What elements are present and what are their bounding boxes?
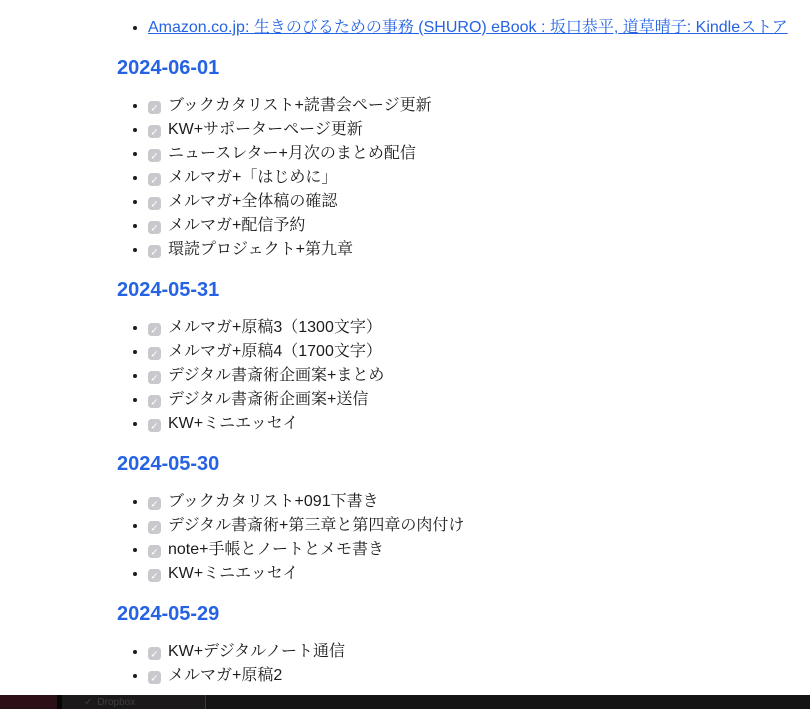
bar-faint-label: ✓ Dropbox <box>84 696 136 708</box>
check-icon: ✓ <box>150 499 159 510</box>
bar-segment-middle[interactable] <box>62 695 205 709</box>
task-item <box>148 538 800 562</box>
task-label: KW+ミニエッセイ <box>168 565 299 582</box>
task-item <box>148 316 800 340</box>
checkbox-checked-icon[interactable] <box>148 347 161 360</box>
checkbox-checked-icon[interactable] <box>148 545 161 558</box>
task-label: ニュースレター+月次のまとめ配信 <box>168 145 416 162</box>
task-label: メルマガ+配信予約 <box>168 217 306 234</box>
check-icon: ✓ <box>150 421 159 432</box>
task-item <box>148 514 800 538</box>
check-icon: ✓ <box>150 373 159 384</box>
checkbox-checked-icon[interactable] <box>148 101 161 114</box>
checkbox-checked-icon[interactable] <box>148 197 161 210</box>
task-label: ブックカタリスト+読書会ページ更新 <box>168 97 432 114</box>
checkbox-checked-icon[interactable] <box>148 245 161 258</box>
checkbox-checked-icon[interactable] <box>148 419 161 432</box>
task-item <box>148 190 800 214</box>
task-item <box>148 118 800 142</box>
checkbox-checked-icon[interactable] <box>148 149 161 162</box>
background-window-bar <box>0 695 810 709</box>
check-icon: ✓ <box>150 175 159 186</box>
bar-segment-right <box>206 695 810 709</box>
checkbox-checked-icon[interactable] <box>148 125 161 138</box>
task-item <box>148 664 800 688</box>
menu-check-icon: ✓ <box>84 696 93 708</box>
checkbox-checked-icon[interactable] <box>148 173 161 186</box>
link-list-item <box>148 16 800 40</box>
task-label: note+手帳とノートとメモ書き <box>168 541 385 558</box>
task-label: メルマガ+全体稿の確認 <box>168 193 338 210</box>
bar-segment-maroon <box>0 695 57 709</box>
task-item <box>148 166 800 190</box>
check-icon: ✓ <box>150 571 159 582</box>
task-item <box>148 388 800 412</box>
date-heading-2024-05-29: 2024-05-29 <box>117 603 220 625</box>
task-item <box>148 490 800 514</box>
checkbox-checked-icon[interactable] <box>148 497 161 510</box>
task-label: 環読プロジェクト+第九章 <box>168 241 354 258</box>
task-label: デジタル書斎術企画案+送信 <box>168 391 369 408</box>
amazon-book-link[interactable]: Amazon.co.jp: 生きのびるための事務 (SHURO) eBook : 坂口恭平, 道草晴子: Kindleストア <box>148 19 788 36</box>
check-icon: ✓ <box>150 127 159 138</box>
checkbox-checked-icon[interactable] <box>148 323 161 336</box>
date-heading-2024-05-30: 2024-05-30 <box>117 453 220 475</box>
checkbox-checked-icon[interactable] <box>148 671 161 684</box>
check-icon: ✓ <box>150 523 159 534</box>
check-icon: ✓ <box>150 151 159 162</box>
task-label: デジタル書斎術+第三章と第四章の肉付け <box>168 517 465 534</box>
task-item <box>148 214 800 238</box>
task-list-2024-06-01 <box>117 94 800 262</box>
check-icon: ✓ <box>150 349 159 360</box>
task-label: ブックカタリスト+091下書き <box>168 493 379 510</box>
task-item <box>148 412 800 436</box>
check-icon: ✓ <box>150 103 159 114</box>
task-label: メルマガ+原稿2 <box>168 667 283 684</box>
task-label: KW+ミニエッセイ <box>168 415 299 432</box>
task-list-2024-05-30 <box>117 490 800 586</box>
task-item <box>148 562 800 586</box>
task-label: メルマガ+原稿3（1300文字） <box>168 319 382 336</box>
task-label: デジタル書斎術企画案+まとめ <box>168 367 385 384</box>
check-icon: ✓ <box>150 547 159 558</box>
checkbox-checked-icon[interactable] <box>148 221 161 234</box>
task-item <box>148 142 800 166</box>
check-icon: ✓ <box>150 199 159 210</box>
checkbox-checked-icon[interactable] <box>148 395 161 408</box>
task-item <box>148 340 800 364</box>
check-icon: ✓ <box>150 397 159 408</box>
checkbox-checked-icon[interactable] <box>148 647 161 660</box>
task-item <box>148 238 800 262</box>
task-list-2024-05-31 <box>117 316 800 436</box>
check-icon: ✓ <box>150 247 159 258</box>
check-icon: ✓ <box>150 325 159 336</box>
date-heading-2024-06-01: 2024-06-01 <box>117 57 220 79</box>
task-label: KW+デジタルノート通信 <box>168 643 346 660</box>
task-list-2024-05-29 <box>117 640 800 688</box>
task-label: メルマガ+原稿4（1700文字） <box>168 343 382 360</box>
check-icon: ✓ <box>150 649 159 660</box>
date-heading-2024-05-31: 2024-05-31 <box>117 279 220 301</box>
check-icon: ✓ <box>150 673 159 684</box>
checkbox-checked-icon[interactable] <box>148 521 161 534</box>
task-item <box>148 364 800 388</box>
task-label: メルマガ+「はじめに」 <box>168 169 338 186</box>
link-list <box>117 16 800 40</box>
check-icon: ✓ <box>150 223 159 234</box>
task-label: KW+サポーターページ更新 <box>168 121 363 138</box>
task-item <box>148 94 800 118</box>
checkbox-checked-icon[interactable] <box>148 569 161 582</box>
task-item <box>148 640 800 664</box>
checkbox-checked-icon[interactable] <box>148 371 161 384</box>
